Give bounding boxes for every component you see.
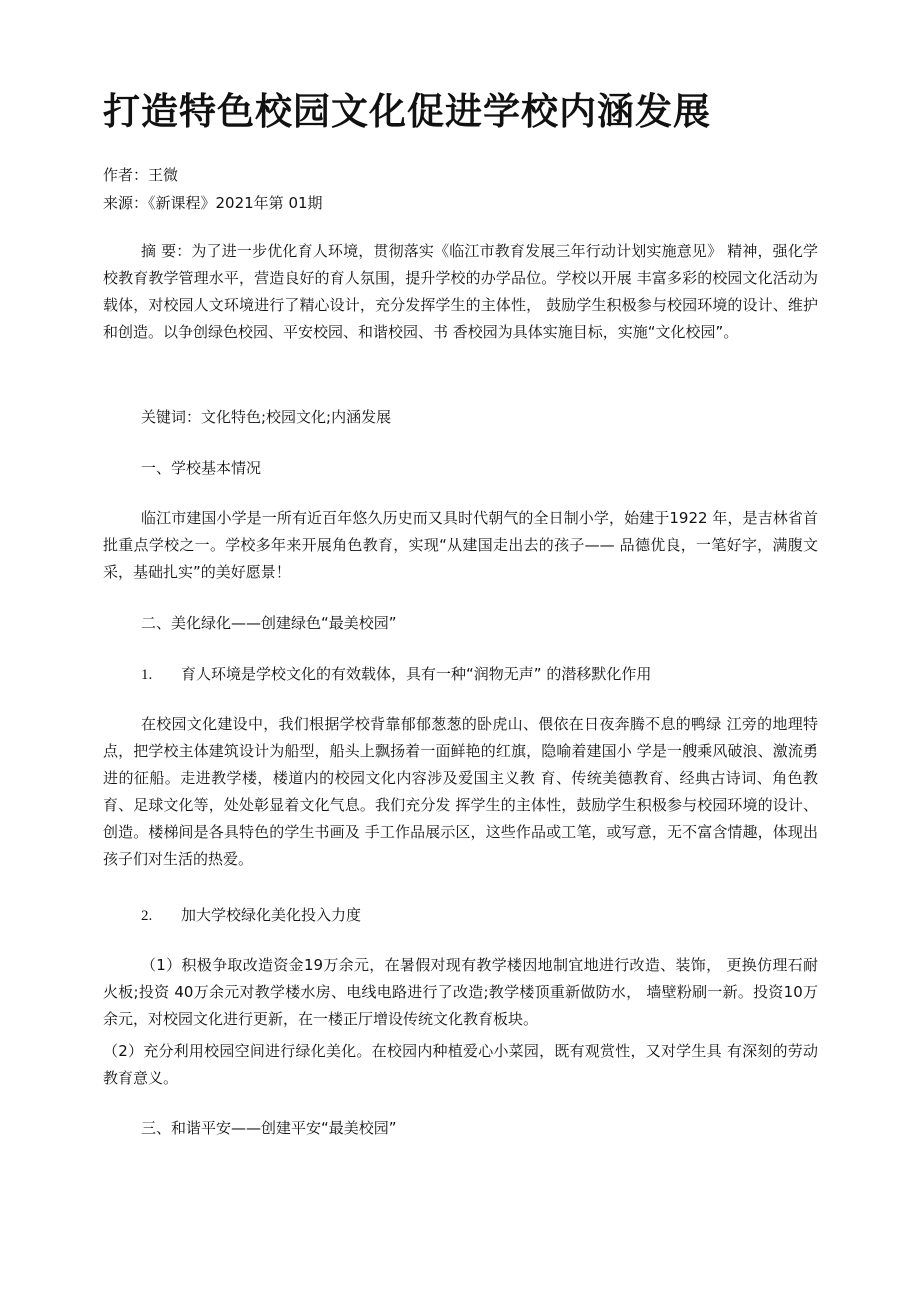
item-1-heading: 育人环境是学校文化的有效载体，具有一种“润物无声” 的潜移默化作用 [181,665,652,683]
section-1-body [103,505,818,586]
source-line: 来源：《新课程》2021年第 01期 [103,194,323,212]
keywords-block [103,404,818,431]
abstract-text: 摘 要：为了进一步优化育人环境，贯彻落实《临江市教育发展三年行动计划实施意见》 精神，强化学校教育教学管理水平，营造良好的育人氛围，提升学校的办学品位。学校以开展 丰富多彩的校园文化活动为载体，对校园人文环境进行了精心设计，充分发挥学生的主体性， 鼓励学生积极参与校园环境的设计、维护和创造。以争创绿色校园、平安校园、和谐校园、书 香校园为具体实施目标，实施“文化校园”。 [103,242,818,341]
item-1-number: 1. [141,667,153,683]
item-2-sub-1-block [103,952,818,1033]
item-2-heading-line [103,902,818,930]
section-2-heading-block [103,610,818,637]
section-3-heading: 三、和谐平安——创建平安“最美校园” [141,1119,397,1137]
author-line: 作者：王微 [103,166,179,184]
article-title: 打造特色校园文化促进学校内涵发展 [103,90,711,133]
item-1-heading-block [103,661,818,689]
item-1-body [103,711,818,873]
item-2-number: 2. [141,908,153,924]
item-2-sub-1-text: （1）积极争取改造资金19万余元，在暑假对现有教学楼因地制宜地进行改造、装饰， 更换仿理石耐火板;投资 40万余元对教学楼水房、电线电路进行了改造;教学楼顶重新做防水， 墙壁粉刷一新。投资10万余元，对校园文化进行更新，在一楼正厅增设传统文化教育板块。 [103,956,818,1028]
section-1-heading-block [103,455,818,482]
item-2-sub-2-block [103,1038,818,1092]
item-2-heading-block [103,902,818,930]
section-3-heading-block [103,1115,818,1142]
section-2-heading: 二、美化绿化——创建绿色“最美校园” [141,614,397,632]
section-1-text: 临江市建国小学是一所有近百年悠久历史而又具时代朝气的全日制小学，始建于1922 年，是吉林省首批重点学校之一。学校多年来开展角色教育，实现“从建国走出去的孩子—— 品德优良，一笔好字，满腹文采，基础扎实”的美好愿景！ [103,509,818,581]
item-1-heading-line [103,661,818,689]
item-1-text: 在校园文化建设中，我们根据学校背靠郁郁葱葱的卧虎山、偎依在日夜奔腾不息的鸭绿 江旁的地理特点，把学校主体建筑设计为船型，船头上飘扬着一面鲜艳的红旗，隐喻着建国小 学是一艘乘风破浪、激流勇进的征船。走进教学楼，楼道内的校园文化内容涉及爱国主义教 育、传统美德教育、经典古诗词、角色教育、足球文化等，处处彰显着文化气息。我们充分发 挥学生的主体性，鼓励学生积极参与校园环境的设计、创造。楼梯间是各具特色的学生书画及 手工作品展示区，这些作品或工笔，或写意，无不富含情趣，体现出孩子们对生活的热爱。 [103,715,818,868]
item-2-sub-2-text: （2）充分利用校园空间进行绿化美化。在校园内种植爱心小菜园，既有观赏性，又对学生具 有深刻的劳动教育意义。 [103,1042,818,1087]
item-2-heading: 加大学校绿化美化投入力度 [181,906,362,924]
keywords-text: 关键词：文化特色;校园文化;内涵发展 [141,408,392,426]
section-1-heading: 一、学校基本情况 [141,459,262,477]
abstract-block [103,238,818,346]
